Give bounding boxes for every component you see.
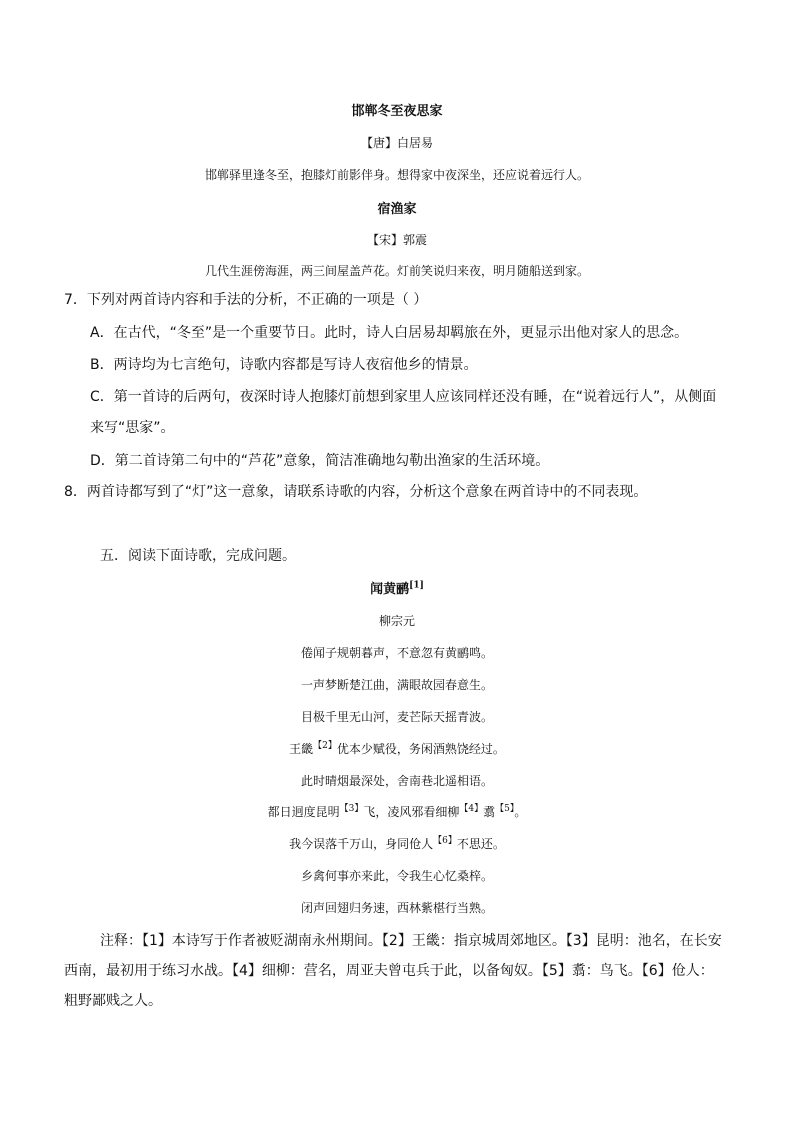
poem3-line-6: 都日迥度昆明$^{【3】}$飞，凌风邪看细柳$^{【4】}$翥$^{【5】}$。 xyxy=(267,804,527,819)
annotation-line-1: 注释：【1】本诗写于作者被贬湖南永州期间。【2】王畿：指京城周郊地区。【3】昆明：池名，在长安 xyxy=(100,933,722,949)
poem3-line-5: 此时晴烟最深处，舍南巷北遥相语。 xyxy=(300,774,493,788)
question-7-option-b: B．两诗均为七言绝句，诗歌内容都是写诗人夜宿他乡的情景。 xyxy=(90,357,478,373)
poem3-title: 闻黄鹂[1] xyxy=(370,580,424,597)
poem3-author: 柳宗元 xyxy=(378,614,415,628)
poem1-author: 【唐】白居易 xyxy=(360,136,433,150)
poem1-title: 邯郸冬至夜思家 xyxy=(351,104,443,119)
poem3-title-ref: [1] xyxy=(409,580,424,591)
question-8-stem: 8．两首诗都写到了“灯”这一意象，请联系诗歌的内容，分析这个意象在两首诗中的不同表现。 xyxy=(64,484,648,500)
footnote-ref-6: 【6】 xyxy=(433,836,457,846)
poem3-line-4: 王畿$^{【2】}$优本少赋役，务闲酒熟饶经过。 xyxy=(289,741,505,756)
poem3-line-2: 一声梦断楚江曲，满眼故园春意生。 xyxy=(300,678,493,692)
question-7-option-c-line2: 来写“思家”。 xyxy=(90,420,175,436)
poem2-author: 【宋】郭震 xyxy=(366,233,427,247)
poem3-line-3: 目极千里无山河，麦芒际天摇青波。 xyxy=(300,710,493,724)
question-7-option-a: A．在古代，“冬至”是一个重要节日。此时，诗人白居易却羁旅在外，更显示出他对家人的思念。 xyxy=(90,325,689,341)
poem3-line-9: 闭声回翅归务速，西林紫椹行当熟。 xyxy=(300,901,493,915)
annotation-line-2: 西南，最初用于练习水战。【4】细柳：营名，周亚夫曾屯兵于此，以备匈奴。【5】翥：鸟飞。【6】伧人： xyxy=(64,963,714,979)
footnote-ref-5: 【5】 xyxy=(495,804,515,814)
poem1-text: 邯郸驿里逢冬至，抱膝灯前影伴身。想得家中夜深坐，还应说着远行人。 xyxy=(204,168,589,182)
section-5-heading: 五．阅读下面诗歌，完成问题。 xyxy=(100,548,296,564)
poem3-line-1: 倦闻子规朝暮声，不意忽有黄鹂鸣。 xyxy=(300,646,493,660)
question-7-option-c-line1: C．第一首诗的后两句，夜深时诗人抱膝灯前想到家里人应该同样还没有睡，在“说着远行人”，从侧面 xyxy=(90,389,717,405)
annotations xyxy=(64,926,744,1016)
poem3-line-8: 乡禽何事亦来此，令我生心忆桑梓。 xyxy=(300,869,493,883)
poem3-line-7: 我今误落千万山，身同伧人$^{【6】}$不思还。 xyxy=(289,836,505,851)
question-7-stem: 7．下列对两首诗内容和手法的分析，不正确的一项是（ ） xyxy=(64,292,428,308)
footnote-ref-4: 【4】 xyxy=(459,804,484,814)
annotation-line-3: 粗野鄙贱之人。 xyxy=(64,993,162,1009)
question-7-option-d: D．第二首诗第二句中的“芦花”意象，简洁准确地勾勒出渔家的生活环境。 xyxy=(90,453,550,469)
poem2-text: 几代生涯傍海涯，两三间屋盖芦花。灯前笑说归来夜，明月随船送到家。 xyxy=(204,264,589,278)
footnote-ref-2: 【2】 xyxy=(313,741,337,751)
footnote-ref-3: 【3】 xyxy=(339,804,364,814)
poem2-title: 宿渔家 xyxy=(377,202,417,217)
